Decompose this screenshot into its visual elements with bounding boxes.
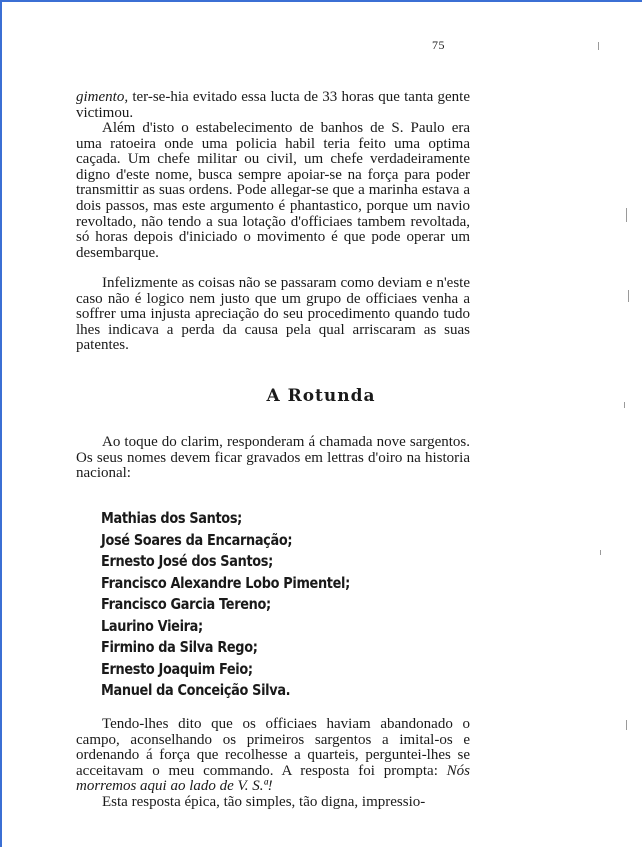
paragraph-text: Além d'isto o estabelecimento de banhos de S. Paulo era uma ratoeira onde uma policia habil teria feito uma optima caçada. Um chefe militar ou civil, um chefe verdadeiramente digno d'este nome, busca sempre apoiar-se na força para poder transmittir as suas ordens. Pode allegar-se que a marinha estava a dois passos, mas este argumento é phantastico, porque um navio revoltado, não tendo a sua lotação d'officiaes tambem revoltada, só horas depois d'iniciado o movimento é que pode operar um desembarque. (76, 120, 470, 261)
list-item: Mathias dos Santos; (101, 509, 242, 527)
list-item: Francisco Garcia Tereno; (101, 595, 271, 613)
page-number: 75 (432, 38, 445, 52)
paragraph-intro (76, 435, 470, 482)
paragraph-infelizmente (76, 276, 470, 354)
paragraph-continuation (76, 90, 470, 121)
paragraph-text: Ao toque do clarim, responderam á chamada nove sargentos. Os seus nomes devem ficar gravados em lettras d'oiro na historia nacional: (76, 434, 470, 482)
window-frame-top (0, 0, 642, 2)
list-item: Manuel da Conceição Silva. (101, 681, 291, 699)
list-item: Francisco Alexandre Lobo Pimentel; (101, 573, 350, 592)
list-item: José Soares da Encarnação; (101, 530, 293, 549)
window-frame-left (0, 0, 2, 847)
paragraph-text: ter-se-hia evitado essa lucta de 33 horas que tanta gente victimou. (76, 89, 470, 121)
list-item: Laurino Vieira; (101, 616, 203, 635)
list-item: Ernesto José dos Santos; (101, 552, 273, 570)
paragraph-last-line (76, 795, 470, 811)
list-item: Firmino da Silva Rego; (101, 638, 258, 656)
section-title: A Rotunda (266, 386, 376, 406)
paragraph-text: Esta resposta épica, tão simples, tão digna, impressio- (102, 794, 426, 810)
paragraph-text: Tendo-lhes dito que os officiaes haviam abandonado o campo, aconselhando os primeiros sargentos a imital-os e ordenando á força que recolhesse a quarteis, perguntei-lhes se acceitavam o meu commando. A resposta foi prompta: (76, 716, 470, 779)
paragraph-text: Infelizmente as coisas não se passaram como deviam e n'este caso não é logico nem justo que um grupo de officiaes venha a soffrer uma injusta apreciação do seu procedimento quando tudo lhes indicava a perda da causa pela qual arriscaram as suas patentes. (76, 275, 470, 354)
list-item: Ernesto Joaquim Feio; (101, 659, 253, 678)
italic-quote: Nós morremos aqui ao lado de V. S.ª! (76, 762, 470, 795)
italic-fragment: gimento, (76, 89, 129, 105)
paragraph-banhos (76, 121, 470, 261)
sargentos-list (101, 508, 390, 702)
paragraph-closing (76, 717, 470, 795)
